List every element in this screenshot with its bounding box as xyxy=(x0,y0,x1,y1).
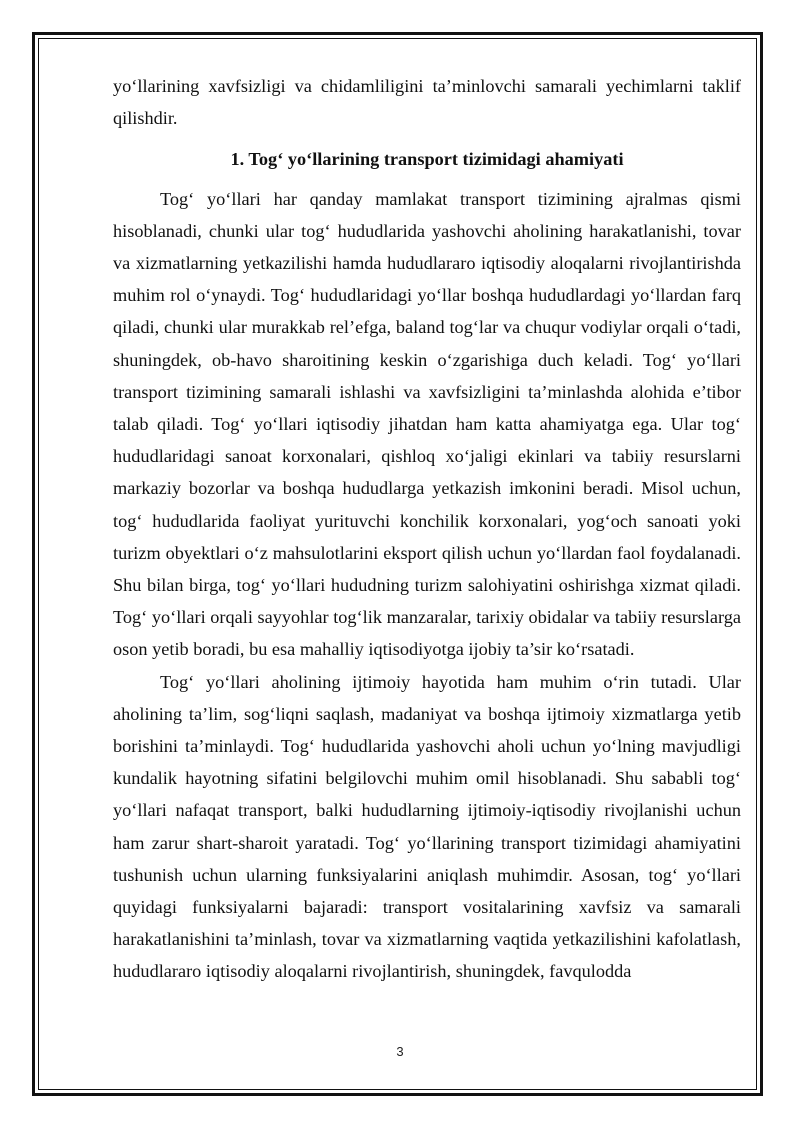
section-heading: 1. Tog‘ yo‘llarining transport tizimidagi ahamiyati xyxy=(230,149,624,170)
body-paragraph-1: Tog‘ yo‘llari har qanday mamlakat transport tizimining ajralmas qismi hisoblanadi, chunki ular tog‘ hududlarida yashovchi aholining harakatlanishi, tovar va xizmatlarning yetkazilishi hamda hududlararo iqtisodiy aloqalarni rivojlantirishda muhim rol o‘ynaydi. Tog‘ hududlaridagi yo‘llar boshqa hududlardagi yo‘llardan farq qiladi, chunki ular murakkab rel’efga, baland tog‘lar va chuqur vodiylar orqali o‘tadi, shuningdek, ob-havo sharoitining keskin o‘zgarishiga duch keladi. Tog‘ yo‘llari transport tizimining samarali ishlashi va xavfsizligini ta’minlashda alohida e’tibor talab qiladi. Tog‘ yo‘llari iqtisodiy jihatdan ham katta ahamiyatga ega. Ular tog‘ hududlaridagi sanoat korxonalari, qishloq xo‘jaligi ekinlari va tabiiy resurslarni markaziy bozorlar va boshqa hududlarga yetkazish imkonini beradi. Misol uchun, tog‘ hududlarida faoliyat yurituvchi konchilik korxonalari, yog‘och sanoati yoki turizm obyektlari o‘z mahsulotlarini eksport qilish uchun yo‘llardan faol foydalanadi. Shu bilan birga, tog‘ yo‘llari hududning turizm salohiyatini oshirishga xizmat qiladi. Tog‘ yo‘llari orqali sayyohlar tog‘lik manzaralar, tarixiy obidalar va tabiiy resurslarga oson yetib boradi, bu esa mahalliy iqtisodiyotga ijobiy ta’sir ko‘rsatadi. xyxy=(113,188,741,660)
intro-paragraph: yo‘llarining xavfsizligi va chidamliligini ta’minlovchi samarali yechimlarni taklif qilishdir. xyxy=(113,76,741,129)
document-body xyxy=(113,70,741,988)
body-paragraph-2: Tog‘ yo‘llari aholining ijtimoiy hayotida ham muhim o‘rin tutadi. Ular aholining ta’lim, sog‘liqni saqlash, madaniyat va boshqa ijtimoiy xizmatlarga yetib borishini ta’minlaydi. Tog‘ hududlarida yashovchi aholi uchun yo‘lning mavjudligi kundalik hayotning sifatini belgilovchi muhim omil hisoblanadi. Shu sababli tog‘ yo‘llari nafaqat transport, balki hududlarning ijtimoiy-iqtisodiy rivojlanishi uchun ham zarur shart-sharoit yaratadi. Tog‘ yo‘llarining transport tizimidagi ahamiyatini tushunish uchun ularning funksiyalarini aniqlash muhimdir. Asosan, tog‘ yo‘llari quyidagi funksiyalarni bajaradi: transport vositalarining xavfsiz va samarali harakatlanishini ta’minlash, tovar va xizmatlarning vaqtida yetkazilishini kafolatlash, hududlararo iqtisodiy aloqalarni rivojlantirish, shuningdek, favqulodda xyxy=(113,671,741,982)
page-number: 3 xyxy=(396,1044,404,1059)
